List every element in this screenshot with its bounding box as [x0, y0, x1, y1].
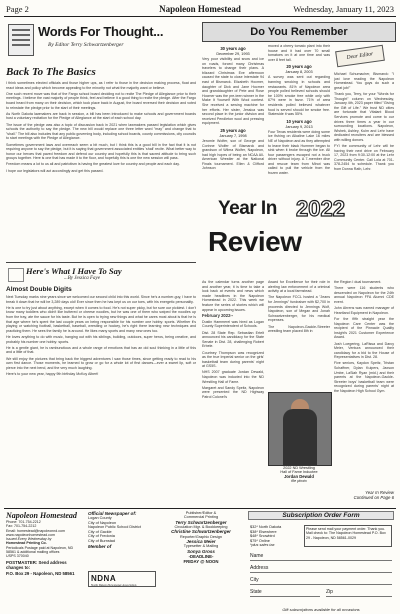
continued-title: Year In Review: [365, 490, 394, 495]
field-label: Address: [250, 565, 269, 571]
remember-date: January 8, 2003: [285, 70, 313, 75]
review-month-heading: February 2022--: [202, 313, 234, 319]
years-ago-label: 20 years ago: [286, 64, 312, 70]
address-field[interactable]: [250, 565, 392, 573]
editorial-heading: Back To The Basics: [6, 66, 96, 78]
masthead: [6, 511, 84, 576]
column-paragraph: Here's to your new year, happy 9th birthday McKoy Albert!: [6, 371, 99, 376]
review-paragraph: Margaret and Sandy Speitz, Napoleon were presented the ND Highway Patrol Colonel's: [202, 385, 264, 400]
field-label: Zip: [326, 589, 333, 595]
review-paragraph: John Ahrens was named manager of Heartland Equipment in Napoleon.: [334, 306, 394, 315]
city-field[interactable]: [250, 577, 392, 585]
company-name: Homestead Printing Co.: [6, 541, 47, 546]
editorial-paragraph: Sometimes government laws and overreach seem a bit much, but I think this is a good bill in the fact that it is not requiring anyone to say the pledge, but it is saying that government associated entities 'shall' recite. What better way to honor our heroes that paved freedom and defend our country and hopefully this is that sacred attitude to bring such groups together. Here is one that has made it to the floor, and hopefully this is one the new session will pass.: [6, 142, 196, 161]
editorial-body: [6, 81, 196, 173]
ndna-logo: [88, 571, 156, 587]
field-label: State: [250, 589, 262, 595]
section-title: Do You Remember: [250, 26, 348, 38]
column-paragraph: He is one to try just about anything, except when it comes to food. He's not super picky, but for sure our pickiest. I don't know many toddlers who didn't like buttered or cheese noodles, but he was one of them who swiped the noodles up from the tray, ate the sauce for his taste. But he is open to trying new things and what he cares most about is that he is that age where he's spent the last couple years on being responsible for his number one hobby: sports. Whether it's playing or watching football, basketball, baseball, wrestling or hockey, he's right there learning new techniques and practicing them. He sees the family he is around. He likes many sports and many new ones too.: [6, 305, 196, 333]
masthead-name: Napoleon Homestead: [6, 511, 77, 520]
review-paragraph: Dustin Hammerel was hired as Logan County Superintendent of Schools.: [202, 319, 264, 329]
envelope-icon: [335, 45, 385, 68]
editorial-paragraph: I think sometimes elected officials and those higher ups, as I refer to those in the decision making process, float and react ideas and policy which become appealing to the minority not what the majority want or believe.: [6, 81, 196, 90]
official-item: Napoleon Public School District: [88, 525, 141, 529]
masthead-website: www.napoleonhomestead.com: [6, 532, 55, 537]
review-paragraph: the Region I dual tournament.: [334, 280, 382, 284]
remember-text: Very poor visibility and snow and ice on roads, forced many Christmas travelers to change their plans. A blizzard Christmas Eve afternoon caused the state to close Interstate 94 east of Bismarck. Elizabeth Hocmer, daughter of Dick and Jane Hocmer and granddaughter of Pete and Rose Hocmer was the pre-teen winner in the Make It Yourself With Wool contest. She received a sewing machine for her efforts. Her sister, Jessica was second place in the junior division and received Pendleton wool and pressing equipment.: [202, 57, 264, 126]
years-ago-label: 10 years ago: [286, 118, 312, 124]
editorial-paragraph: Freedom means a lot to us all and patriotism is having the greatest love for country and people and each day.: [6, 162, 180, 167]
column-paragraph: He loves anything to do with music, hanging out with his siblings, building, outdoors, super heros, being creative, and probably his number one hobby: sports.: [6, 334, 196, 344]
paper-name: Napoleon Homestead: [159, 4, 241, 14]
photo-subject-body: [283, 409, 317, 465]
years-ago-label: 25 years ago: [220, 127, 246, 133]
review-column: [334, 280, 394, 395]
remember-date: January 9, 2013: [285, 124, 313, 129]
remember-column: [202, 44, 264, 173]
postage-note: Periodicals Postage paid at Napoleon, ND 58561 & additional mailing offices: [6, 545, 74, 555]
page-header: [4, 4, 396, 17]
ndna-tagline: North Dakota Newspaper Association: [91, 583, 137, 587]
deadline-time: FRIDAY @ NOON: [183, 559, 219, 565]
rate-options: [250, 525, 300, 548]
column-paragraph: He is a gentle giant, he is rambunctious and a whole range of emotions that has an old soul thinking in a little of this and a little of that.: [6, 345, 196, 355]
staff-name: Terry Schwartzenberger: [175, 519, 227, 525]
official-title: Official Newspaper of:: [88, 511, 137, 516]
remember-text: Jeromie Wolfer, son of George and Corinne Wolfer of Bismarck and grandson of Wilma Wolfer, Napoleon, had high hopes of being an NCAA All-American Wrestler at the National Finals tournament. Ellen & Clifford Johnson: [202, 138, 264, 171]
years-ago-label: 30 years ago: [220, 46, 246, 51]
dear-editor-badge: [334, 46, 386, 66]
ndna-wordmark: NDNA: [91, 574, 117, 583]
do-you-remember-header: [202, 22, 396, 42]
official-newspaper-list: [88, 511, 154, 549]
staff-role: Commercial Printing: [183, 515, 219, 520]
field-label: City: [250, 577, 259, 583]
review-paragraph: Josh Loegering, LaRissa and Darcy Meier, Ventura announced their candidacy for a bid to the House of Representatives in Dist. 28.: [334, 341, 394, 360]
form-title: Subscription Order Form: [248, 511, 394, 520]
caption-line: 2022 ND Wrestling: [283, 466, 315, 470]
official-item: City of Gackle: [88, 529, 112, 534]
review-paragraph: Courtney Thompson was recognized as the true Imperial senior on the girls' basketball team during parents' night at GS5S.: [202, 350, 264, 369]
review-paragraph: The Napoleon-Gackle-Streeter wrestling team placed 8th in: [268, 324, 330, 334]
editorial-column: [6, 66, 196, 175]
column-paragraph: Next Tuesday marks nine years since we welcomed our second child into this world. Since he's a number-guy, I have to break it down that he will be 3,289 days old! Ever since then he has kept us on our toes, with his energetic personality.: [6, 295, 196, 304]
official-item: City of Burnstad: [88, 538, 116, 543]
remember-text: A survey was sent out regarding banning smoking in schools and restaurants. 81% of Napoleon area people polled believed schools should be 100% smoke free while only with 67% were in favor. 71% of area residents polled believed whatever food is served should be smoke free. Statewide it was 55%.: [268, 75, 330, 117]
staff-name: Jessica Meier: [186, 539, 216, 544]
wrestler-photo: [268, 392, 332, 466]
column-byline: By Editor Terry Schwartzenberger: [48, 42, 124, 48]
caption-line: Hall of Fame Inductee: [280, 470, 318, 475]
review-label: Review: [208, 226, 302, 257]
masthead-phone: Phone: 701-754-2212: [6, 520, 41, 524]
newspaper-page: [4, 0, 396, 614]
postmaster-note: POSTMASTER: Send address changes to:: [6, 559, 67, 570]
column-title: Words For Thought...: [38, 24, 164, 39]
tax-note: *plus sales tax: [250, 543, 275, 548]
photo-credit: file photo: [291, 479, 307, 484]
mail-instructions: Please send mail your payment order. Thank you. Mail check to: The Napoleon Homestead P.O. Box 29 - Napoleon, ND 58561-0029: [304, 525, 392, 547]
review-paragraph: Five seniors, Kaydon Speitz, Tristan Schaffner, Dylan Kuipers, Jaxson Umbe, LaSiah Ryan (mid.) and their parents at the Napoleon-Gackle-Streeter boys' basketball team were recognized during parents' night at the Napoleon High School Gym.: [334, 361, 394, 394]
letter-paragraph: Thank you, Terry, for your "Words for Thought" column on Wednesday, January 4th, 2023 paper titled "Giving the Gift of Life." We trust ND cities are fortunate that Vitalant Blood Services promote and come to our drives three times a year in our surrounding locations. Napoleon, Wishek, Ashley, Kulm and Lehr have dedicated recruiters and are blessed with willing donors.: [334, 91, 395, 142]
review-paragraph: There were 116 students who descended on Napoleon for the 24th annual Napoleon FFA Alumni CDE event.: [334, 286, 394, 304]
megaphone-icon: [8, 268, 24, 282]
official-item: City of Fredonia: [88, 534, 115, 538]
zip-field[interactable]: [326, 589, 392, 597]
staff-role: Typesetter & Mailing: [183, 544, 219, 549]
staff-role: Circulation Mgr. & Bookkeeping: [174, 525, 228, 529]
review-column: [202, 280, 264, 401]
review-paragraph: The Napoleon FCCL hosted a "Jeans for Jennings" fundraiser with $2,700 in proceeds directed to Jennings Wolf, Napoleon, son of Megan and Jonah Schwartzenberger, for his medical expenses.: [268, 295, 330, 323]
rate-option[interactable]: $48* Snowbird: [250, 534, 275, 539]
review-year: 2022: [296, 196, 345, 221]
heres-what-header: [6, 266, 196, 284]
issue-date: Wednesday, January 11, 2023: [293, 4, 394, 14]
heres-what-column: [6, 262, 196, 378]
staff-role: Reporter/Graphic Design: [180, 534, 222, 539]
continued-note: [334, 490, 394, 500]
official-item: City of Napoleon: [88, 520, 117, 525]
year-in-label: Year In: [218, 198, 277, 219]
subscription-form: [248, 511, 394, 612]
column-heading: Almost Double Digits: [6, 286, 72, 293]
deadline-label: -DEADLINE-: [188, 554, 214, 560]
rate-option[interactable]: $38* Elsewhere: [250, 529, 277, 534]
words-for-thought-header: [6, 22, 198, 58]
remember-date: December 29, 1993: [216, 52, 250, 56]
column-byline: ...By Jessica Faye: [64, 276, 100, 281]
postmaster-address: P.O. Box 29 - Napoleon, ND 58561: [6, 570, 75, 576]
rate-option[interactable]: $75* Online: [250, 538, 270, 543]
staff-name: Christine Schwartzenberger: [171, 529, 231, 535]
dear-editor-label: Dear Editor: [346, 51, 374, 61]
editorial-paragraph: I hope our legislators will act accordingly and get this passed.: [6, 168, 104, 173]
editorial-paragraph: One such recent move was that of the Fargo school board deciding not to recite The Pledge of Allegiance prior to their meetings. I believe the vast majority of people think, feel and believe it a good thing to recite the pledge. After the Fargo board heard from many on their decision, which took place back in August, the board reversed their decision and voted to reinstate the pledge prior to the start of their meetings.: [6, 91, 196, 110]
review-column: [268, 280, 330, 335]
review-paragraph: As the calendar turns another page and another year, it is time to take a look back at events and news which made headlines in the Napoleon Homestead in 2022. This week we feature the series of stories which will appear in upcoming issues.: [202, 280, 264, 312]
review-paragraph: NHS 2007 graduate Jordan Dewald, Napoleon was inducted into the ND Wrestling Hall of Fame.: [202, 370, 264, 384]
column-paragraph: We still enjoy the pictures that bring back the biggest adventures I saw those times, since getting ready to read to his own first dance. Those moments, he learned to grow or go for a whole lot of first dances—ever a sweet lip, soft or pierce into the next bend, and the very much laughing.: [6, 356, 196, 370]
column-body: [6, 295, 196, 376]
masthead-fax: Fax: 701-754-2212: [6, 524, 37, 529]
review-paragraph: Dist. 28 State Rep. Sebastian Ertelt announced his candidacy for the State Senate in Dist. 28, challenging Robert Erbele.: [202, 330, 264, 349]
remember-text: Four Texas residents were doing some ice fishing on Alkaline Lake 16 miles NE of Napoleon and as they attempted to leave their black Hummer began to sink when it broke through the ice. All four passengers escaped not a truck driver without injury. A 7-member dive and rescue team from Minot was called to pull the vehicle from the frozen water.: [268, 129, 330, 176]
masthead-email: Email: homestead@napoleonnd.com: [6, 528, 65, 533]
official-item: Logan County: [88, 516, 112, 520]
page-number: Page 2: [6, 4, 29, 14]
remember-date: January 7, 1998: [219, 133, 247, 138]
form-footer: Gift subscriptions available for all occasions: [282, 607, 360, 612]
letters-column: [334, 72, 394, 173]
issued-note: Issued Every Wednesday by: [6, 537, 52, 542]
letter-paragraph: FYI the community of Lehr will be having their next drive on February 17, 2023 from 9:30-12:00 at the Lehr Community Center. Call Lola at 701-378-2454 to schedule. Thank you from Donna Rath, Lehr.: [334, 144, 394, 172]
review-paragraph: For the fifth straight year the Napoleon Care Center was the recipient of the Pinnacle Quality Insight's 2021 Customer Experience Award.: [334, 316, 394, 340]
editorial-paragraph: The issue of the pledge was also a topic of discussion back in 2021 when lawmakers passed legislation which gives schools the authority to say the pledge. The new bill would replace one three letter word "may" and change that to "shall." The bill also includes that any public governing body, including school boards, county commissions, city councils to start meetings with the Pledge of Allegiance.: [6, 122, 196, 141]
name-field[interactable]: [250, 553, 392, 561]
staff-role: Publisher/Editor &: [185, 511, 217, 515]
staff-name: Sonya Gross: [187, 548, 215, 554]
caption-name: Jordan Dewald: [284, 473, 314, 479]
state-field[interactable]: [250, 589, 320, 597]
notepad-icon: [8, 24, 34, 56]
usps-number: USPS 370040: [6, 554, 29, 559]
member-label: Member of: [88, 544, 112, 549]
column-title: Here's What I Have To Say: [26, 266, 122, 276]
letter-paragraph: Michael Schumacher, Bismarck: "I just love reading the Napoleon Homestead. You guys do such a great job!": [334, 72, 394, 90]
staff-list: [158, 511, 244, 564]
continued-page: Continued on Page 6: [353, 495, 394, 500]
remember-column: [268, 44, 330, 178]
review-paragraph: Award for Excellence for their role in alerting law enforcement of a criminal activity at a local farmstead.: [268, 280, 330, 294]
rate-option[interactable]: $32* North Dakota: [250, 525, 282, 529]
field-label: Name: [250, 553, 264, 559]
year-in-review-graphic: [202, 196, 345, 274]
photo-caption: [268, 466, 330, 484]
masthead-strip: [4, 508, 396, 613]
editorial-paragraph: As North Dakota lawmakers are back in session, a bill has been introduced to make schools and government boards host a voluntary recitation for the Pledge of Allegiance at the start of each school day.: [6, 111, 196, 121]
remember-text: moved a cherry tomato plant into their house and it had over 70 small tomatoes on it at one time and was over 8 feet tall.: [268, 44, 330, 62]
